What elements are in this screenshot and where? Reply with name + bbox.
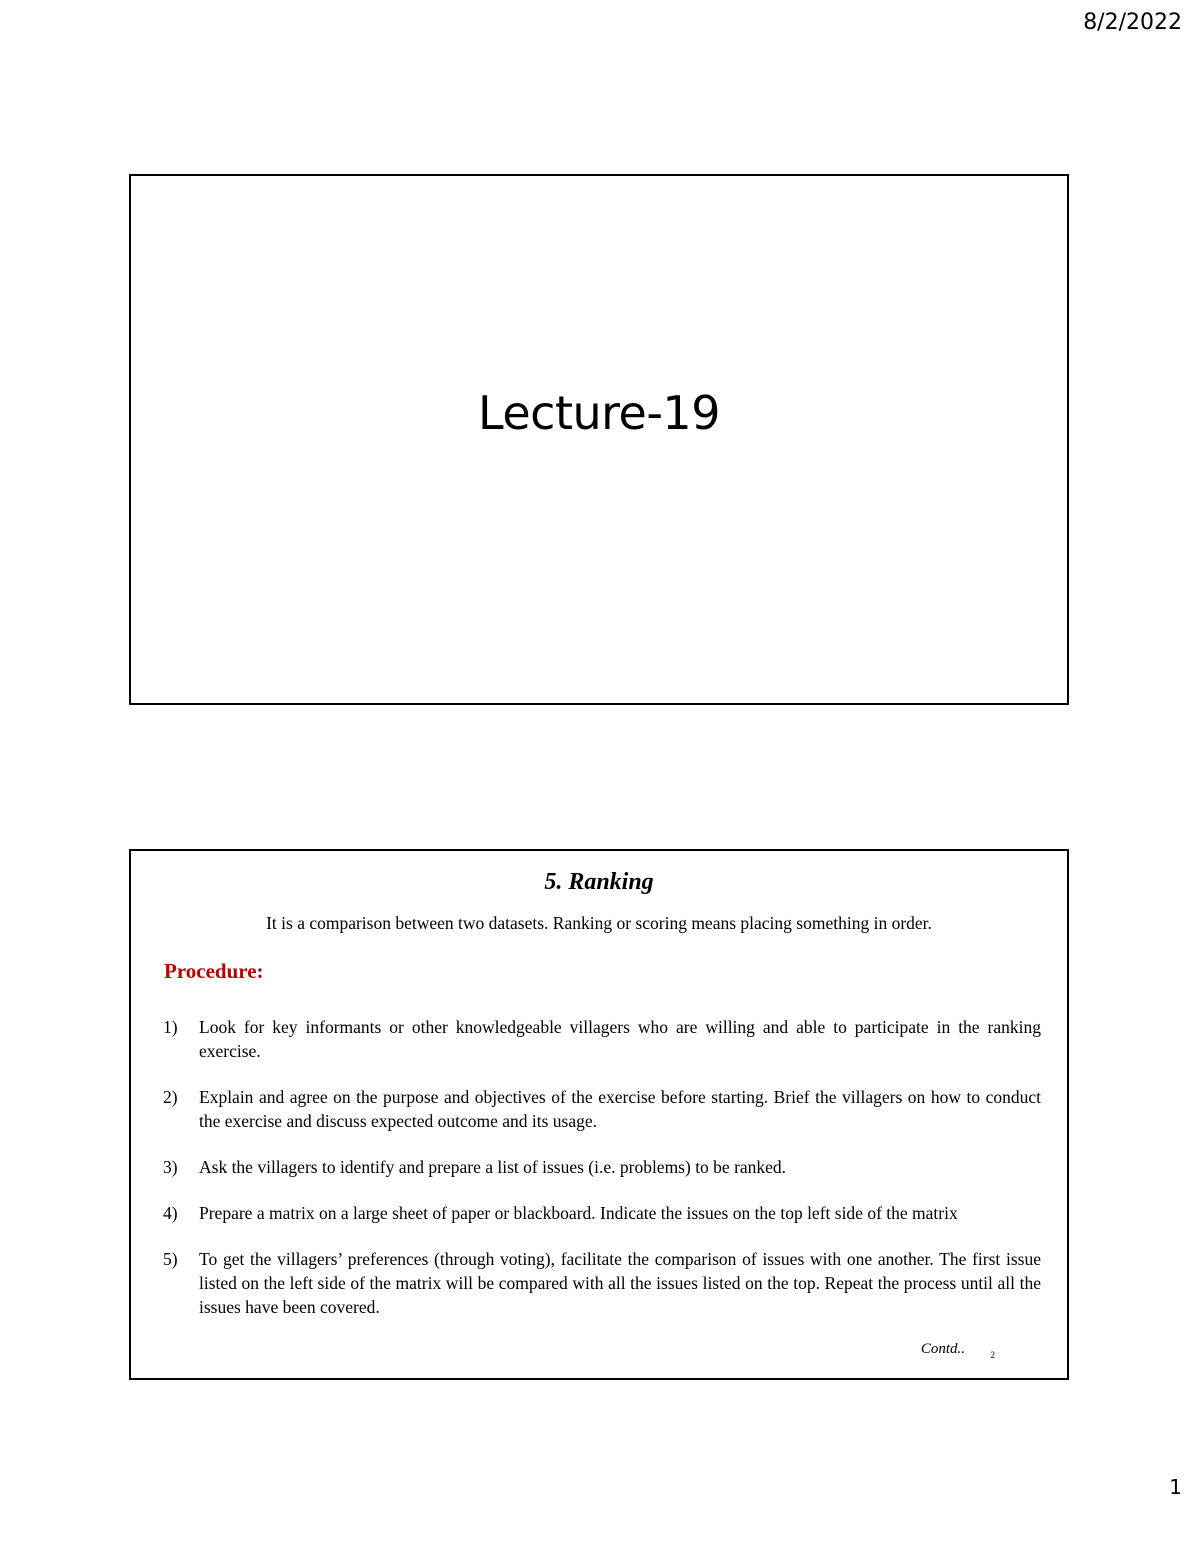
section-title: 5. Ranking xyxy=(544,869,654,895)
page-date: 8/2/2022 xyxy=(1083,10,1182,35)
step-text: To get the villagers’ preferences (through voting), facilitate the comparison of issues with one another. The first issue listed on the left side of the matrix will be compared with all the issues listed on the top. Repeat the process until all the issues have been covered. xyxy=(199,1249,1041,1317)
step-number: 3) xyxy=(163,1157,178,1177)
slide-ranking xyxy=(129,849,1069,1380)
slide-lecture-title xyxy=(129,174,1069,705)
contd-label: Contd.. xyxy=(920,1341,965,1357)
step-text: Look for key informants or other knowledgeable villagers who are willing and able to participate in the ranking exercise. xyxy=(199,1017,1041,1061)
procedure-step xyxy=(163,1155,1041,1179)
procedure-step xyxy=(163,1247,1041,1319)
page-number: 1 xyxy=(1169,1475,1182,1499)
lecture-title: Lecture-19 xyxy=(478,386,720,440)
step-text: Explain and agree on the purpose and objectives of the exercise before starting. Brief the villagers on how to conduct the exercise and discuss expected outcome and its usage. xyxy=(199,1087,1041,1131)
procedure-step xyxy=(163,1015,1041,1063)
procedure-step xyxy=(163,1201,1041,1225)
step-number: 2) xyxy=(163,1087,178,1107)
step-number: 4) xyxy=(163,1203,178,1223)
step-text: Prepare a matrix on a large sheet of paper or blackboard. Indicate the issues on the top left side of the matrix xyxy=(199,1203,958,1223)
step-text: Ask the villagers to identify and prepare a list of issues (i.e. problems) to be ranked. xyxy=(199,1157,787,1177)
intro-text: It is a comparison between two datasets. Ranking or scoring means placing something in order. xyxy=(266,913,932,933)
step-number: 5) xyxy=(163,1249,178,1269)
procedure-steps xyxy=(163,1015,1041,1341)
procedure-step xyxy=(163,1085,1041,1133)
procedure-heading: Procedure: xyxy=(164,959,264,983)
slide-number: 2 xyxy=(990,1350,995,1360)
step-number: 1) xyxy=(163,1017,178,1037)
